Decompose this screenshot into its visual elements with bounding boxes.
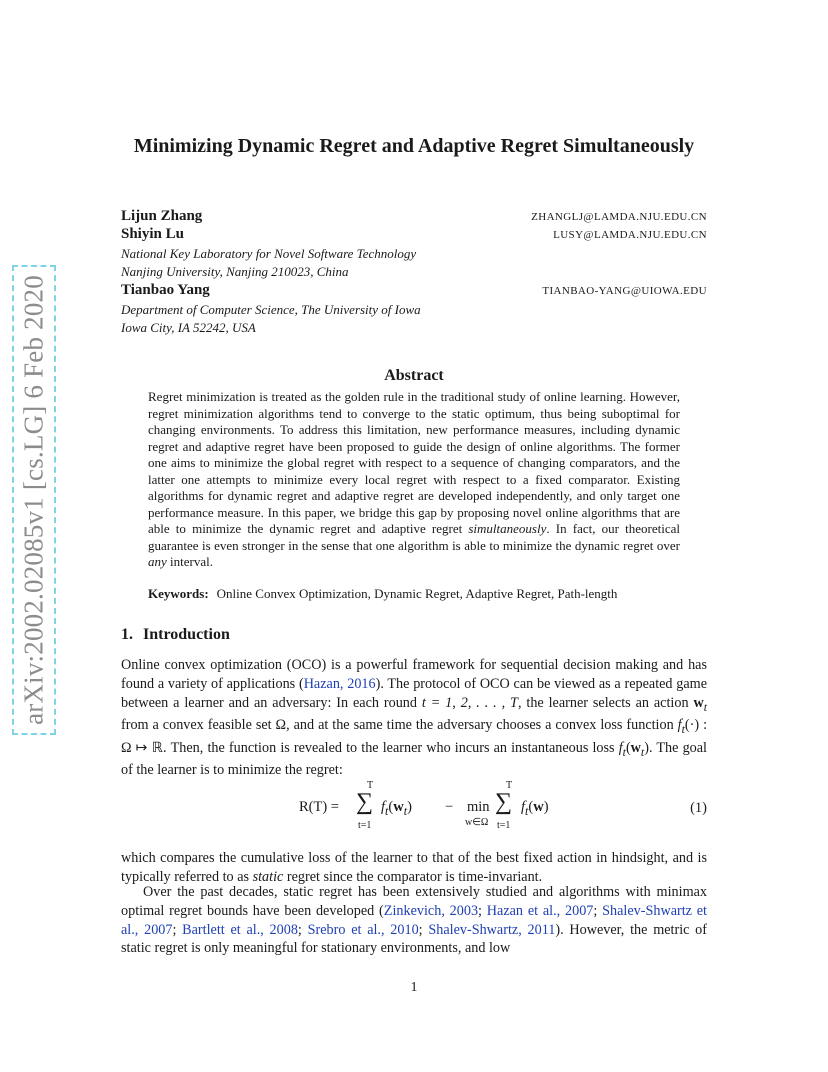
- text-run: Online convex optimization (OCO) is a powerful framework for sequential decision making and has found a variety of applications (: [121, 657, 707, 692]
- abstract-text-part: Regret minimization is treated as the golden rule in the traditional study of online learning. However, regret minimization algorithms tend to converge to the static optimum, thus being suboptimal for changing environments. To address this limitation, new performance measures, including dynamic regret and adaptive regret have been proposed to guide the design of online algorithms. The former one aims to minimize the global regret with respect to a sequence of changing comparators, and the latter one attempts to minimize every local regret with respect to a fixed comparator. Existing algorithms for dynamic regret and adaptive regret are developed independently, and only target one performance measure. In this paper, we bridge this gap by proposing novel online algorithms that are able to minimize the dynamic regret and adaptive regret: [148, 389, 680, 536]
- citation-author: Hazan: [303, 675, 340, 692]
- citation-link[interactable]: Bartlett et al., 2008: [182, 921, 298, 938]
- affiliation-line: National Key Laboratory for Novel Software Technology: [121, 246, 417, 261]
- abstract-text-part: . In fact, our theoretical guarantee is even stronger in the sense that one algorithm is able to minimize the dynamic regret over: [148, 521, 681, 553]
- math-inline: (·) : Ω ↦ ℝ: [121, 717, 708, 756]
- sum-upper-limit: T: [367, 780, 374, 791]
- paragraph: Over the past decades, static regret has been extensively studied and algorithms with minimax optimal regret bounds have been developed (Zinkevich, 2003; Hazan et al., 2007; Shalev-Shwartz et al., 2007; Bartlett et al., 2008; Srebro et al., 2010; Shalev-Shwartz, 2011). However, the metric of static regret is only meaningful for stationary environments, and low: [121, 884, 707, 957]
- sum-lower-limit: t=1: [358, 820, 372, 831]
- citation-link[interactable]: Hazan, 2016: [303, 675, 376, 692]
- author-row: [121, 226, 707, 244]
- author-row: [121, 208, 707, 226]
- page-number: 1: [410, 980, 418, 995]
- section-title: Introduction: [143, 626, 230, 643]
- author-email[interactable]: LUSY@LAMDA.NJU.EDU.CN: [553, 229, 707, 241]
- author-name: Shiyin Lu: [121, 226, 184, 242]
- author-name: Lijun Zhang: [121, 208, 203, 224]
- sum-lower-limit: t=1: [497, 820, 511, 831]
- section-number: 1.: [121, 626, 133, 643]
- math-inline: f: [677, 717, 682, 734]
- text-run: which compares the cumulative loss of the learner to that of the best fixed action in hindsight, and is typically referred to as: [121, 850, 707, 885]
- keywords: [148, 586, 708, 602]
- equation-lhs: R(T) =: [299, 799, 339, 815]
- affiliation-line: Iowa City, IA 52242, USA: [121, 320, 256, 335]
- math-inline: t = 1, 2, . . . , T: [421, 694, 518, 711]
- section-heading: [121, 626, 230, 644]
- emphasis-simultaneously: simultaneously: [468, 521, 547, 536]
- equation-term: $f_t(w)$: [521, 799, 549, 818]
- citation-link[interactable]: Shalev-Shwartz et al., 2007: [121, 902, 707, 938]
- sum-upper-limit: T: [506, 780, 513, 791]
- text-run: . Then, the function is revealed to the learner who incurs an instantaneous loss: [162, 739, 619, 756]
- affiliation-line: Nanjing University, Nanjing 210023, China: [121, 264, 349, 279]
- citation-link[interactable]: Zinkevich, 2003: [383, 902, 479, 919]
- text-run: ). The protocol of OCO can be viewed as a repeated game between a learner and an adversary: In each round: [121, 675, 708, 711]
- equation-term: $f_t(w_t)$: [381, 799, 412, 818]
- text-run: , the learner selects an action: [517, 694, 694, 711]
- citation-link[interactable]: Shalev-Shwartz, 2011: [428, 921, 556, 938]
- arxiv-identifier: arXiv:2002.02085v1 [cs.LG] 6 Feb 2020: [18, 275, 49, 725]
- equation: [121, 780, 707, 836]
- minus-sign: −: [445, 799, 454, 815]
- affiliation-line: Department of Computer Science, The University of Iowa: [121, 302, 421, 317]
- abstract-text-part: interval.: [166, 554, 213, 569]
- author-email[interactable]: TIANBAO-YANG@UIOWA.EDU: [542, 285, 707, 297]
- paragraph: Online convex optimization (OCO) is a powerful framework for sequential decision making and has found a variety of applications (Hazan, 2016). The protocol of OCO can be viewed as a repeated game between a learner and an adversary: In each round t = 1, 2, . . . , T, the learner selects an action $w_t$ from a convex feasible set Ω, and at the same time the adversary chooses a convex loss function $f_t(\cdot)$ : Ω ↦ ℝ. Then, the function is revealed to the learner who incurs an instantaneous loss $f_t(w_t)$. The goal of the learner is to minimize the regret:: [121, 657, 708, 779]
- author-email[interactable]: ZHANGLJ@LAMDA.NJU.EDU.CN: [531, 211, 707, 223]
- sum-symbol: ∑: [356, 789, 374, 815]
- emphasis-static: static: [252, 868, 284, 885]
- emphasis-any: any: [148, 554, 167, 569]
- author-row: [121, 282, 707, 300]
- paragraph: [121, 849, 707, 887]
- text-run: Over the past decades, static regret has been extensively studied and algorithms with minimax optimal regret bounds have been developed (: [121, 884, 707, 919]
- citation-link[interactable]: Srebro et al., 2010: [307, 921, 419, 938]
- text-run: . The goal of the learner is to minimize the regret:: [121, 739, 707, 779]
- keywords-label: Keywords:: [148, 586, 209, 601]
- paper-title: Minimizing Dynamic Regret and Adaptive Regret Simultaneously: [133, 135, 695, 157]
- text-run: regret since the comparator is time-invariant.: [283, 868, 543, 885]
- text-run: ). However, the metric of static regret is only meaningful for stationary environments, and low: [121, 921, 707, 957]
- abstract-text: [148, 389, 680, 571]
- keywords-text: Online Convex Optimization, Dynamic Regret, Adaptive Regret, Path-length: [216, 586, 618, 601]
- arxiv-stamp: [12, 265, 56, 735]
- equation-body: [299, 780, 659, 836]
- equation-number: (1): [690, 800, 707, 816]
- author-name: Tianbao Yang: [121, 282, 210, 298]
- citation-year: 2016: [347, 675, 376, 692]
- abstract-heading: Abstract: [384, 367, 444, 384]
- min-operator: min: [467, 799, 490, 815]
- sum-symbol: ∑: [495, 789, 513, 815]
- math-inline: w: [693, 694, 704, 711]
- citation-link[interactable]: Hazan et al., 2007: [486, 902, 594, 919]
- text-run: from a convex feasible set Ω, and at the same time the adversary chooses a convex loss function: [121, 717, 678, 734]
- min-subscript: w∈Ω: [465, 817, 489, 828]
